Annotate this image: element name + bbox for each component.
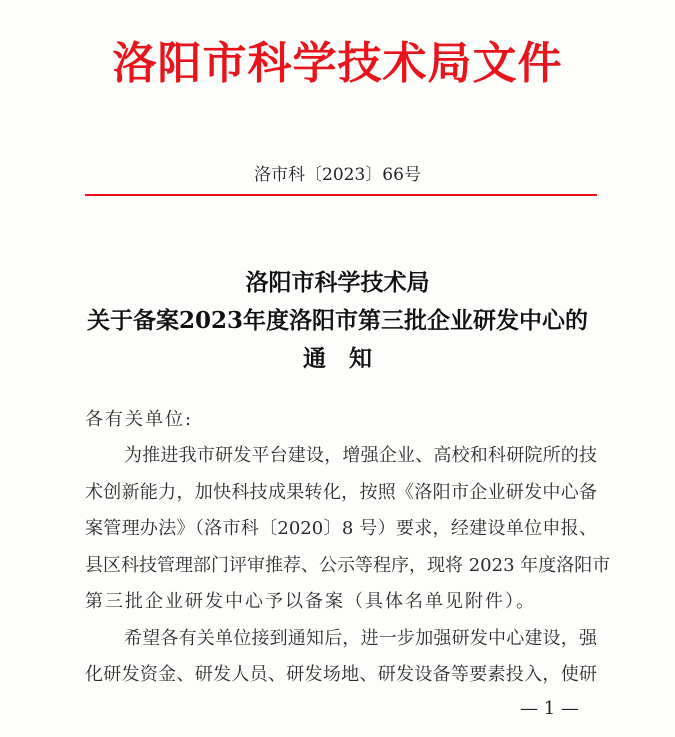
body-line: 化研发资金、研发人员、研发场地、研发设备等要素投入，使研 (85, 664, 597, 685)
salutation: 各有关单位: (85, 409, 194, 430)
body-line: 希望各有关单位接到通知后，进一步加强研发中心建设，强 (124, 628, 597, 649)
issuer-header: 洛阳市科学技术局文件 (112, 38, 563, 89)
red-divider (85, 194, 597, 196)
page-number: — 1 — (520, 698, 579, 719)
body-line: 术创新能力，加快科技成果转化，按照《洛阳市企业研发中心备 (85, 482, 597, 503)
document-number: 洛市科〔2023〕66号 (254, 165, 421, 185)
body-line: 县区科技管理部门评审推荐、公示等程序，现将 2023 年度洛阳市 (85, 555, 611, 576)
body-line: 案管理办法》（洛市科〔2020〕8 号）要求，经建设单位申报、 (85, 518, 597, 539)
notice-title-line-3: 通 知 (303, 345, 372, 372)
notice-title-line-2: 关于备案2023年度洛阳市第三批企业研发中心的 (86, 307, 588, 334)
body-line: 为推进我市研发平台建设，增强企业、高校和科研院所的技 (124, 445, 597, 466)
notice-title-line-1: 洛阳市科学技术局 (245, 269, 430, 296)
body-line: 第三批企业研发中心予以备案（具体名单见附件）。 (85, 591, 536, 612)
